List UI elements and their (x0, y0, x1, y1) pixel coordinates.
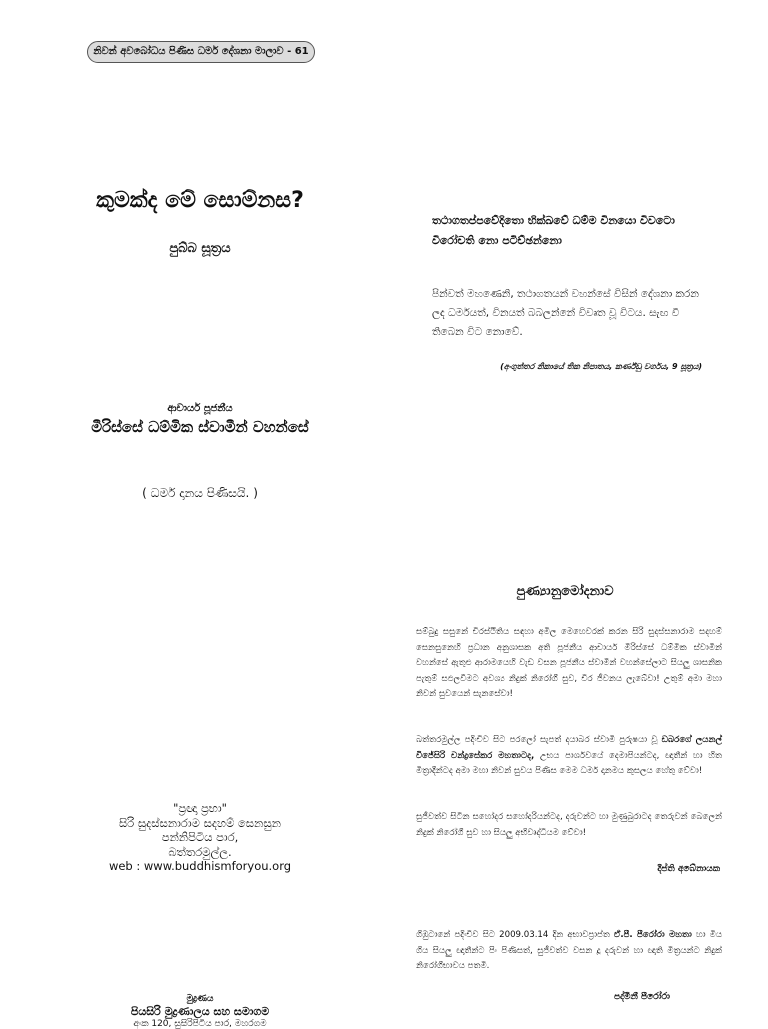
series-title-badge: නිවන් අවබෝධය පිණිස ධර්ම දේශනා මාලාව - 61 (87, 41, 315, 63)
publisher-name: "ප්‍රඥා ප්‍රභා" (173, 801, 227, 815)
publisher-line: සිරි සුදස්සනාරාම සදහම් සෙනසුන (119, 815, 281, 830)
merit-heading: පුණ්‍යානුමෝදනාව (516, 584, 614, 599)
merit-paragraph: සුජීවත්ව සිටින සහෝදර සහෝදරියන්ටද, දරුවන්ට හා මුණුබුරාටද තෙරුවන් බෙලෙන් නිදුක් නිරෝගී සුව හා සියලු අභිවෘද්ධියම වේවා! (416, 812, 722, 838)
publisher-line: පන්නිපිටිය පාර, (161, 830, 239, 844)
publisher-block (90, 801, 310, 874)
author-honorific: ආචාර්ය පූජනීය (167, 403, 233, 414)
pali-quote: තථාගතප්පවේදිතො භික්ඛවේ ධම්ම විනයො විවටො විරෝචති නො පටිච්ඡන්නො (432, 214, 675, 247)
merit-text: ගිඹුටානේ පදිංචිව සිට 2009.03.14 දින අභාවප්‍රාප්ත (416, 930, 610, 940)
deceased-name: ඒ.පී. පීරෝරා මහතා (613, 930, 692, 940)
merit-text: බත්තරමුල්ල පදිංචිව සිට පරලෝ සැපත් දයාබර ස්වාමි පුරුෂයා වූ (416, 735, 658, 745)
book-title: කුමක්ද මේ සොම්නස? (96, 188, 304, 213)
signature: පද්මිනී පීරෝරා (613, 992, 670, 1002)
printer-name: පියසිරි මුද්‍රණාලය සහ සමාගම (130, 1005, 270, 1018)
merit-text: උභය පාර්ශවයේ දෙමාපියන්ටද, ඥාතීන් හා හිත මිත්‍රාදීන්ටද අමා මහා නිවන් සුවය පිණිස මෙම ධර්ම දානමය කුසලය හේතු වේවා! (416, 750, 722, 776)
printer-label: මුද්‍රණය (186, 994, 214, 1004)
printer-address: අංක 120, සුසිරිපිටිය පාර, මහරගම (133, 1019, 267, 1029)
publisher-website: web : www.buddhismforyou.org (108, 859, 292, 873)
quote-translation: පින්වත් මහණෙනි, තථාගතයන් වහන්සේ විසින් දේශනා කරන ලද ධර්මයත්, විනයත් බබලන්නේ විවෘත වූ විටය. සැඟ වී තිබෙන විට නොවේ. (432, 288, 699, 338)
deceased-name: ඩබරගේ ලයනල් විජේසිරි චන්ද්‍රසේකර මහතාටද, (416, 735, 723, 761)
quote-citation: (අංගුත්තර නිකායේ තික නිපාතය, කර්ණ්‍ඩු වර්ගය, 9 සූත්‍රය) (500, 362, 702, 371)
merit-paragraph (416, 928, 722, 975)
publisher-line: බත්තරමුල්ල. (168, 844, 232, 859)
sutta-subtitle: පුබ්බ සූත්‍රය (169, 241, 231, 256)
author-name: මීරිස්සේ ධම්මික ස්වාමීන් වහන්සේ (91, 418, 309, 436)
dana-note: ( ධර්ම දානය පිණිසයි. ) (142, 486, 258, 500)
merit-paragraph: සම්බුදු සසුනේ චිරස්ථිතිය සඳහා අමිල මෙහෙවරක් කරන සිරි සුදස්සනාරාම සදහම් සෙනසුනෙහි ප්‍රධාන අනුශාසක අති පූජනීය ආචාර්ය මීරිස්සේ ධම්මික ස්වාමීන් වහන්සේ ඇතුළු ආරාමයෙහි වැඩ වසන පූජනීය ස්වාමීන් වහන්සේලාට සියලු ශාසනික පැතුම් සඵලවීමට අවශ්‍ය නිදුක් නිරෝගී සුව, චිර ජීවනය ලැබේවා! උතුම් අමා මහා නිවන් සුවයෙන් සැනසේවා! (416, 627, 722, 699)
signature: දීප්ති අබේනායක (657, 864, 720, 874)
merit-text: හා මිය ගිය සියලු ඥාතීන්ට පිං පිණිසත්, සුජීවත්ව වසන දූ දරුවන් හා ඥාති මිත්‍රයන්ට නිදුක් නිරෝගීභාවය පතමි. (416, 930, 722, 971)
merit-paragraph (416, 733, 722, 780)
